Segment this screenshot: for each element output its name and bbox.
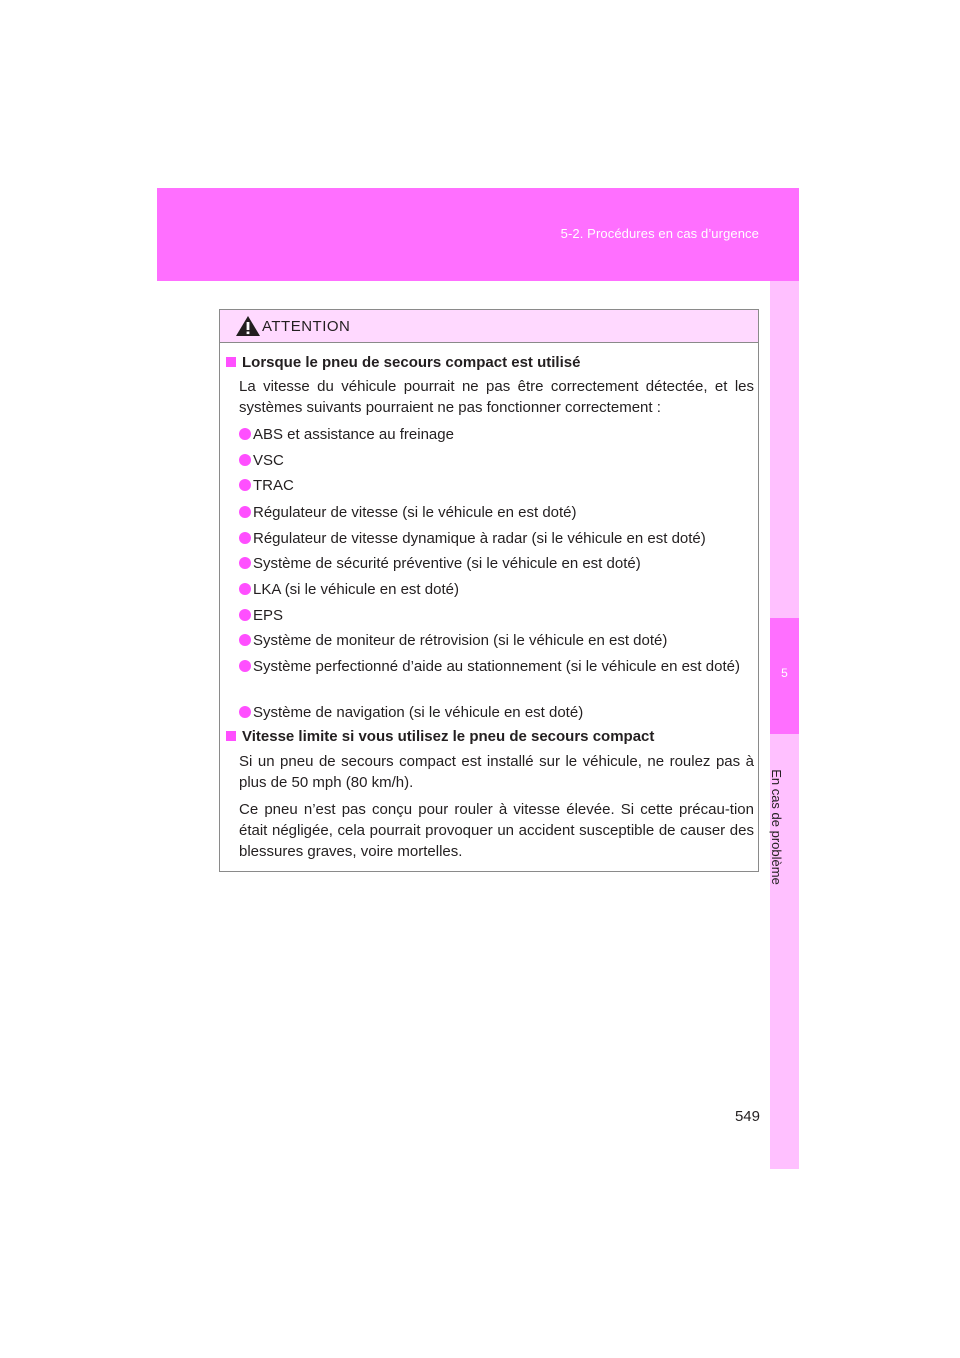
- list-item: LKA (si le véhicule en est doté): [239, 579, 754, 600]
- bullet-dot-icon: [239, 428, 251, 440]
- list-item: Régulateur de vitesse (si le véhicule en est doté): [239, 502, 754, 523]
- list-item: VSC: [239, 450, 754, 471]
- attention-header: [220, 310, 758, 343]
- warning-triangle-icon: [235, 315, 261, 337]
- section-heading: Lorsque le pneu de secours compact est utilisé: [226, 354, 580, 371]
- list-item: Système de navigation (si le véhicule en est doté): [239, 702, 754, 723]
- chapter-number: 5: [781, 666, 788, 680]
- list-item: Système perfectionné d’aide au stationnement (si le véhicule en est doté): [239, 656, 754, 677]
- chapter-label: En cas de problème: [769, 769, 784, 885]
- bullet-dot-icon: [239, 634, 251, 646]
- attention-box: [219, 309, 759, 872]
- list-item: EPS: [239, 605, 754, 626]
- chapter-marker: [770, 618, 799, 734]
- bullet-dot-icon: [239, 706, 251, 718]
- list-item: ABS et assistance au freinage: [239, 424, 754, 445]
- section-paragraph: Ce pneu n’est pas conçu pour rouler à vitesse élevée. Si cette précau-tion était négligée, cela pourrait provoquer un accident susceptible de causer des blessures graves, voire mortelles.: [239, 801, 754, 860]
- page-number: 549: [734, 1108, 760, 1125]
- attention-title: ATTENTION: [262, 318, 351, 335]
- list-item: Système de moniteur de rétrovision (si le véhicule en est doté): [239, 630, 754, 651]
- square-bullet-icon: [226, 357, 236, 367]
- bullet-dot-icon: [239, 557, 251, 569]
- header-band: [157, 188, 799, 281]
- chapter-side-tab: [770, 281, 799, 1169]
- list-item: Système de sécurité préventive (si le véhicule en est doté): [239, 553, 754, 574]
- bullet-dot-icon: [239, 532, 251, 544]
- bullet-dot-icon: [239, 506, 251, 518]
- bullet-dot-icon: [239, 660, 251, 672]
- section-intro: La vitesse du véhicule pourrait ne pas être correctement détectée, et les systèmes suivants pourraient ne pas fonctionner correctement :: [239, 378, 754, 416]
- section-heading: Vitesse limite si vous utilisez le pneu de secours compact: [226, 728, 654, 745]
- bullet-dot-icon: [239, 454, 251, 466]
- bullet-dot-icon: [239, 479, 251, 491]
- section-paragraph: Si un pneu de secours compact est installé sur le véhicule, ne roulez pas à plus de 50 mph (80 km/h).: [239, 753, 754, 791]
- bullet-dot-icon: [239, 583, 251, 595]
- section-title: 5-2. Procédures en cas d’urgence: [560, 226, 759, 241]
- square-bullet-icon: [226, 731, 236, 741]
- list-item: TRAC: [239, 475, 754, 496]
- bullet-dot-icon: [239, 609, 251, 621]
- list-item: Régulateur de vitesse dynamique à radar (si le véhicule en est doté): [239, 528, 754, 549]
